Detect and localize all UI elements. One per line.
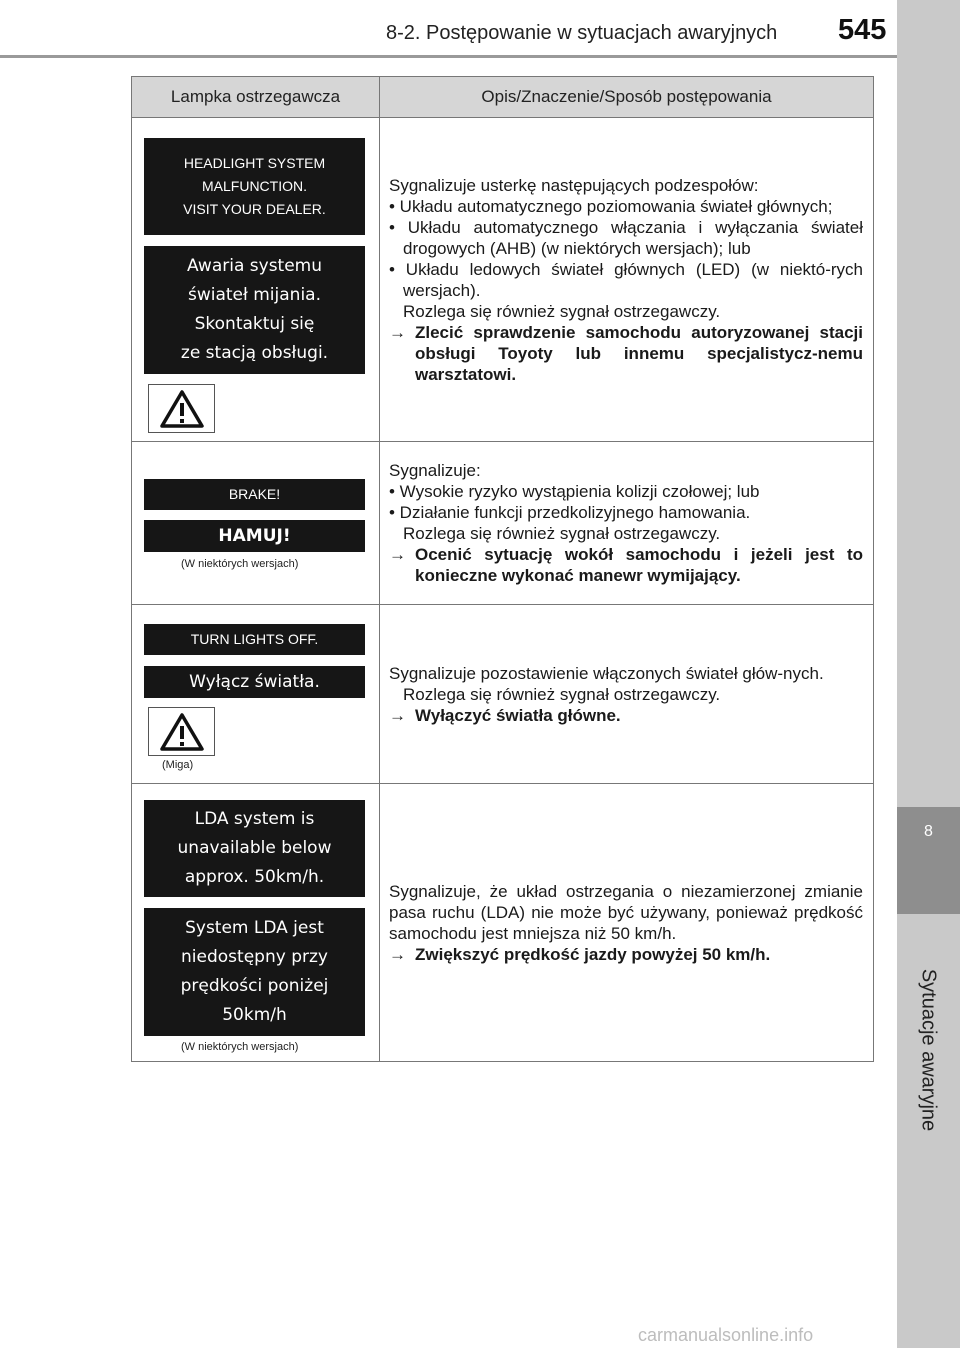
warning-table: [131, 76, 874, 1062]
arrow-right-icon: →: [389, 322, 406, 342]
side-tab: [897, 0, 960, 1348]
description-intro: Sygnalizuje:: [389, 461, 481, 480]
header-rule: [0, 55, 897, 58]
table-row: [132, 442, 874, 605]
list-item: • Wysokie ryzyko wystąpienia kolizji czołowej; lub: [389, 482, 760, 501]
warning-light-cell: [132, 605, 380, 784]
watermark: carmanualsonline.info: [638, 1325, 814, 1345]
list-item: • Układu automatycznego poziomowania świateł głównych;: [389, 196, 833, 216]
display-message-en: LDA system is unavailable below approx. 50km/h.: [144, 800, 365, 897]
column-header-description: Opis/Znaczenie/Sposób postępowania: [380, 77, 874, 118]
warning-light-cell: [132, 784, 380, 1062]
description-intro: Sygnalizuje, że układ ostrzegania o niezamierzonej zmianie pasa ruchu (LDA) nie może być używany, ponieważ prędkość samochodu jest mniejsza niż 50 km/h.: [389, 881, 863, 943]
page-number: 545: [838, 14, 887, 46]
list-item: • Układu automatycznego włączania i wyłączania świateł drogowych (AHB) (w niektórych wersjach); lub: [389, 217, 863, 258]
warning-light-cell: [132, 442, 380, 605]
display-message-pl: Awaria systemu świateł mijania. Skontaktuj się ze stacją obsługi.: [144, 246, 365, 374]
blink-caption: (Miga): [162, 759, 194, 771]
display-message-en: TURN LIGHTS OFF.: [144, 624, 365, 655]
display-message-pl: HAMUJ!: [144, 520, 365, 552]
description-cell: [380, 118, 874, 442]
action-instruction: → Zlecić sprawdzenie samochodu autoryzowanej stacji obsługi Toyoty lub innemu specjalistycz-nemu warsztatowi.: [389, 322, 863, 384]
chapter-label: Sytuacje awaryjne: [917, 968, 940, 1132]
action-instruction: → Wyłączyć światła główne.: [389, 705, 621, 725]
display-message-en: HEADLIGHT SYSTEM MALFUNCTION. VISIT YOUR DEALER.: [144, 138, 365, 235]
chapter-number: 8: [897, 807, 960, 914]
list-item: • Działanie funkcji przedkolizyjnego hamowania.: [389, 503, 751, 522]
table-row: [132, 784, 874, 1062]
master-warning-icon: [148, 707, 215, 756]
buzzer-note: Rozlega się również sygnał ostrzegawczy.: [403, 684, 721, 704]
section-title: 8-2. Postępowanie w sytuacjach awaryjnych: [386, 22, 778, 44]
description-cell: [380, 784, 874, 1062]
display-message-pl: Wyłącz światła.: [144, 666, 365, 698]
warning-light-cell: [132, 118, 380, 442]
display-message-en: BRAKE!: [144, 479, 365, 510]
action-instruction: → Zwiększyć prędkość jazdy powyżej 50 km/h.: [389, 944, 771, 964]
master-warning-icon: [148, 384, 215, 433]
action-instruction: → Ocenić sytuację wokół samochodu i jeżeli jest to konieczne wykonać manewr wymijający.: [389, 545, 863, 585]
table-header-row: [132, 77, 874, 118]
table-row: [132, 605, 874, 784]
description-intro: Sygnalizuje usterkę następujących podzespołów:: [389, 175, 759, 195]
version-caption: (W niektórych wersjach): [181, 1041, 299, 1053]
version-caption: (W niektórych wersjach): [181, 558, 299, 570]
display-message-pl: System LDA jest niedostępny przy prędkości poniżej 50km/h: [144, 908, 365, 1036]
description-cell: [380, 442, 874, 605]
description-cell: [380, 605, 874, 784]
arrow-right-icon: →: [389, 944, 406, 964]
buzzer-note: Rozlega się również sygnał ostrzegawczy.: [403, 301, 721, 321]
arrow-right-icon: →: [389, 705, 406, 725]
description-intro: Sygnalizuje pozostawienie włączonych świateł głów-nych.: [389, 663, 824, 683]
table-row: [132, 118, 874, 442]
column-header-warning-light: Lampka ostrzegawcza: [132, 77, 380, 118]
buzzer-note: Rozlega się również sygnał ostrzegawczy.: [403, 524, 721, 543]
arrow-right-icon: →: [389, 545, 406, 564]
list-item: • Układu ledowych świateł głównych (LED) (w niektó-rych wersjach).: [389, 259, 863, 300]
